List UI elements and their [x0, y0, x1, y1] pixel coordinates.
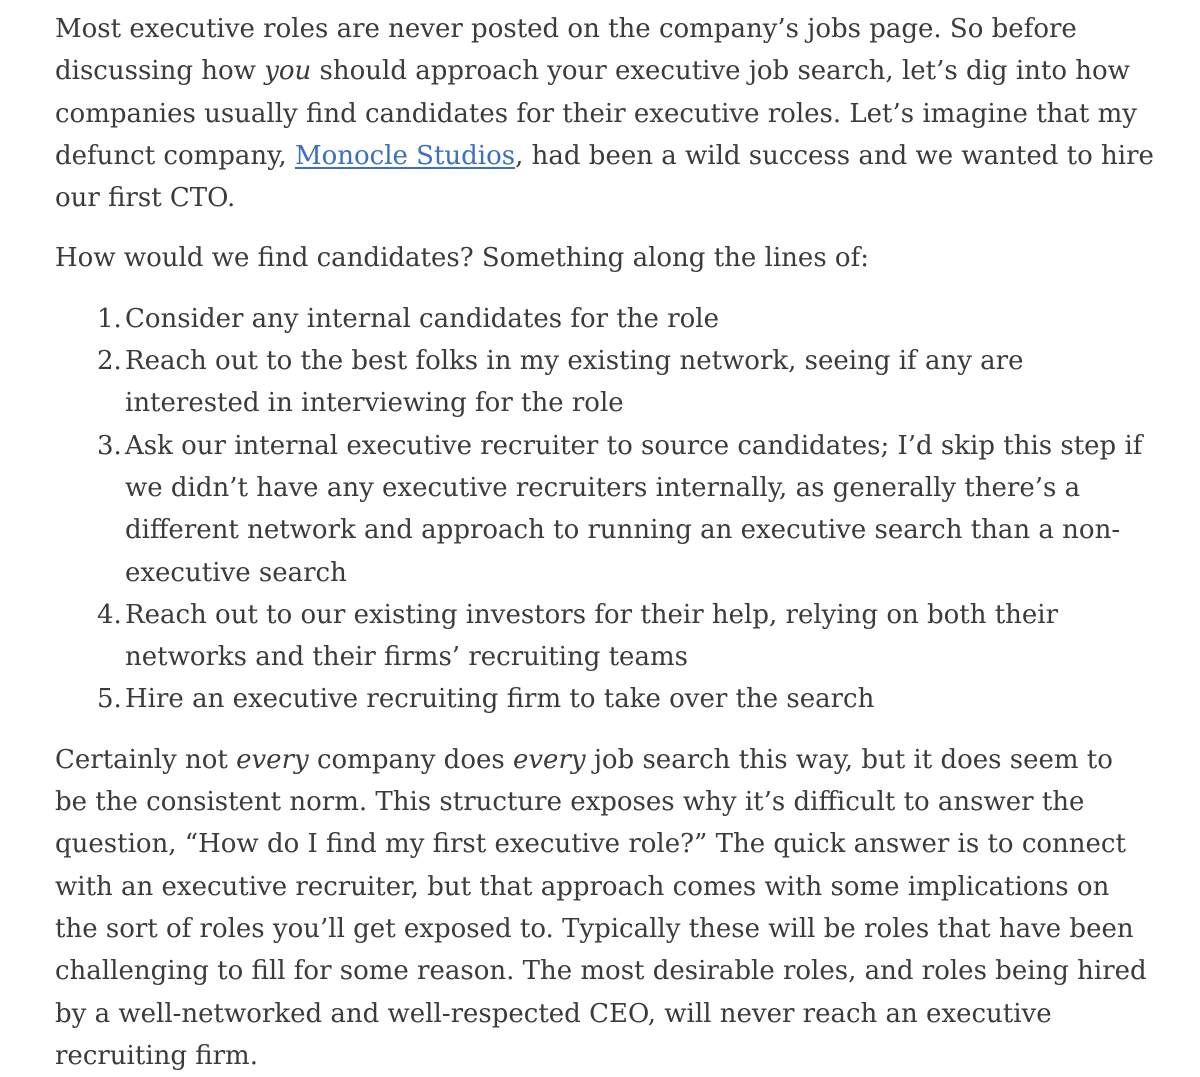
article-body	[55, 8, 1165, 1077]
intro-text-1: Most executive roles are never posted on the company’s jobs page. So before discussing how	[55, 14, 1077, 87]
conclusion-paragraph	[55, 739, 1147, 1077]
conclusion-text-3: job search this way, but it does seem to be the consistent norm. This structure exposes why it’s difficult to answer the question, “How do I find my first executive role?” The quick answer is to connect with an executive recruiter, but that approach comes with some implications on the sort of roles you’ll get exposed to. Typically these will be roles that have been challenging to fill for some reason. The most desirable roles, and roles being hired by a well-networked and well-respected CEO, will never reach an executive recruiting firm.	[55, 744, 1147, 1071]
intro-paragraph	[55, 8, 1165, 219]
intro-text-3: , had been a wild success and we wanted to hire our first CTO.	[55, 140, 1154, 214]
list-item: Reach out to our existing investors for their help, relying on both their networks and their firms’ recruiting teams	[125, 599, 1059, 673]
list-item: Reach out to the best folks in my existing network, seeing if any are interested in interviewing for the role	[125, 346, 1024, 419]
question-paragraph: How would we find candidates? Something along the lines of:	[55, 243, 869, 274]
conclusion-text-1: Certainly not	[55, 744, 237, 775]
intro-emphasis-you: you	[264, 56, 312, 87]
intro-text-2: should approach your executive job search, let’s dig into how companies usually find candidates for their executive roles. Let’s imagine that my defunct company,	[55, 56, 1137, 171]
monocle-studios-link[interactable]: Monocle Studios	[294, 140, 516, 171]
list-item: Ask our internal executive recruiter to source candidates; I’d skip this step if we didn’t have any executive recruiters internally, as generally there’s a different network and approach to running an executive search than a non-executive search	[125, 430, 1143, 588]
conclusion-emphasis-every-1: every	[236, 744, 309, 775]
list-item: Hire an executive recruiting firm to take over the search	[125, 684, 875, 715]
list-item: Consider any internal candidates for the role	[125, 303, 719, 334]
candidate-steps-list	[55, 298, 1165, 721]
conclusion-text-2: company does	[308, 744, 513, 775]
conclusion-emphasis-every-2: every	[512, 744, 586, 775]
